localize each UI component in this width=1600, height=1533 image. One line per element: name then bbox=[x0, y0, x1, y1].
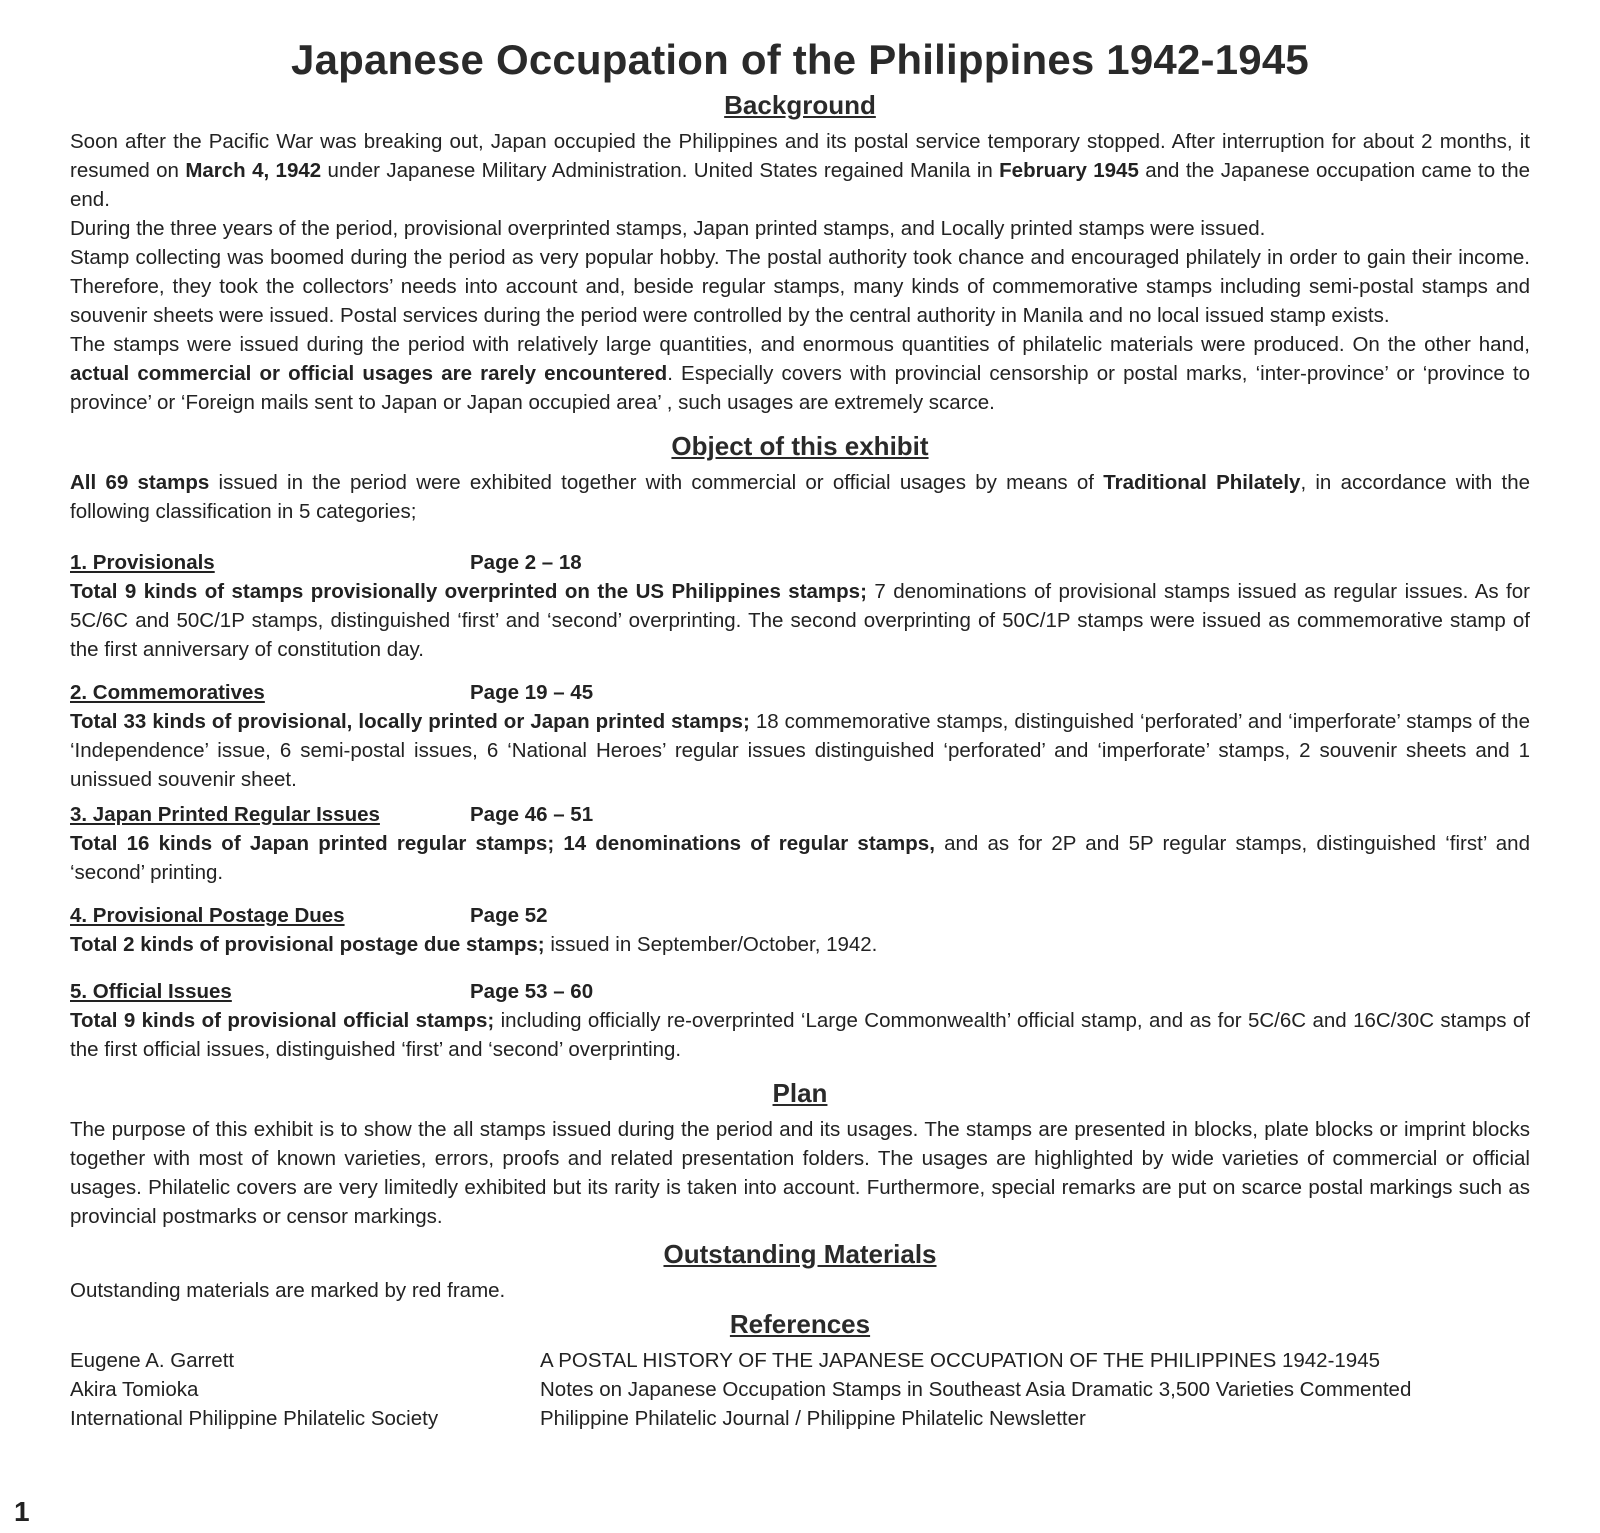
category-item bbox=[70, 678, 1530, 794]
category-item bbox=[70, 977, 1530, 1064]
object-heading: Object of this exhibit bbox=[671, 431, 929, 461]
reference-author: Akira Tomioka bbox=[70, 1378, 199, 1401]
background-paragraph-3: Stamp collecting was boomed during the period as very popular hobby. The postal authority took chance and encouraged philately in order to gain their income. Therefore, they took the collectors’ needs into account and, beside regular stamps, many kinds of commemorative stamps including semi-postal stamps and souvenir sheets were issued. Postal services during the period were controlled by the central authority in Manila and no local issued stamp exists. bbox=[70, 246, 1530, 327]
category-title: 4. Provisional Postage Dues bbox=[70, 904, 345, 927]
reference-work: A POSTAL HISTORY OF THE JAPANESE OCCUPATION OF THE PHILIPPINES 1942-1945 bbox=[540, 1349, 1381, 1372]
category-page: Page 52 bbox=[470, 904, 548, 927]
category-page: Page 19 – 45 bbox=[470, 681, 594, 704]
references-list bbox=[70, 1346, 1530, 1433]
plan-paragraph: The purpose of this exhibit is to show the all stamps issued during the period and its usages. The stamps are presented in blocks, plate blocks or imprint blocks together with most of known varieties, errors, proofs and related presentation folders. The usages are highlighted by wide varieties of commercial or official usages. Philatelic covers are very limitedly exhibited but its rarity is taken into account. Furthermore, special remarks are put on scarce postal markings such as provincial postmarks or censor markings. bbox=[70, 1118, 1530, 1228]
category-page: Page 53 – 60 bbox=[470, 980, 594, 1003]
category-description: Total 33 kinds of provisional, locally printed or Japan printed stamps; 18 commemorative stamps, distinguished ‘perforated’ and ‘imperforate’ stamps of the ‘Independence’ issue, 6 semi-postal issues, 6 ‘National Heroes’ regular issues distinguished ‘perforated’ and ‘imperforate’ stamps, 2 souvenir sheets and 1 unissued souvenir sheet. bbox=[70, 710, 1530, 791]
page-number: 1 bbox=[14, 1496, 30, 1527]
object-paragraph: All 69 stamps issued in the period were exhibited together with commercial or official usages by means of Traditional Philately, in accordance with the following classification in 5 categories; bbox=[70, 471, 1531, 523]
category-title: 2. Commemoratives bbox=[70, 681, 265, 704]
category-page: Page 46 – 51 bbox=[470, 803, 594, 826]
background-paragraph-4: The stamps were issued during the period with relatively large quantities, and enormous quantities of philatelic materials were produced. On the other hand, actual commercial or official usages are rarely encountered. Especially covers with provincial censorship or postal marks, ‘inter-province’ or ‘province to province’ or ‘Foreign mails sent to Japan or Japan occupied area’ , such usages are extremely scarce. bbox=[70, 333, 1531, 414]
outstanding-heading: Outstanding Materials bbox=[663, 1239, 937, 1269]
reference-author: Eugene A. Garrett bbox=[70, 1349, 235, 1372]
reference-work: Notes on Japanese Occupation Stamps in Southeast Asia Dramatic 3,500 Varieties Commented bbox=[540, 1378, 1412, 1401]
category-page: Page 2 – 18 bbox=[470, 551, 582, 574]
reference-author: International Philippine Philatelic Society bbox=[70, 1407, 439, 1430]
category-title: 3. Japan Printed Regular Issues bbox=[70, 803, 380, 826]
reference-work: Philippine Philatelic Journal / Philippine Philatelic Newsletter bbox=[540, 1407, 1086, 1430]
category-description: Total 9 kinds of provisional official stamps; including officially re-overprinted ‘Large Commonwealth’ official stamp, and as for 5C/6C and 16C/30C stamps of the first official issues, distinguished ‘first’ and ‘second’ overprinting. bbox=[70, 1009, 1530, 1061]
document-page bbox=[70, 36, 1530, 1433]
references-heading: References bbox=[729, 1309, 871, 1339]
category-description: Total 2 kinds of provisional postage due stamps; issued in September/October, 1942. bbox=[70, 933, 878, 956]
category-description: Total 9 kinds of stamps provisionally overprinted on the US Philippines stamps; 7 denominations of provisional stamps issued as regular issues. As for 5C/6C and 50C/1P stamps, distinguished ‘first’ and ‘second’ overprinting. The second overprinting of 50C/1P stamps were issued as commemorative stamp of the first anniversary of constitution day. bbox=[70, 580, 1530, 661]
background-paragraph-2: During the three years of the period, provisional overprinted stamps, Japan printed stamps, and Locally printed stamps were issued. bbox=[70, 217, 1266, 240]
category-item bbox=[70, 548, 1530, 664]
category-description: Total 16 kinds of Japan printed regular stamps; 14 denominations of regular stamps, and as for 2P and 5P regular stamps, distinguished ‘first’ and ‘second’ printing. bbox=[70, 832, 1530, 884]
page-title: Japanese Occupation of the Philippines 1942-1945 bbox=[291, 36, 1309, 83]
category-title: 1. Provisionals bbox=[70, 551, 215, 574]
background-paragraph-1: Soon after the Pacific War was breaking out, Japan occupied the Philippines and its postal service temporary stopped. After interruption for about 2 months, it resumed on March 4, 1942 under Japanese Military Administration. United States regained Manila in February 1945 and the Japanese occupation came to the end. bbox=[70, 130, 1531, 211]
category-item bbox=[70, 901, 1530, 959]
category-title: 5. Official Issues bbox=[70, 980, 232, 1003]
background-heading: Background bbox=[724, 90, 876, 120]
category-item bbox=[70, 800, 1530, 887]
outstanding-paragraph: Outstanding materials are marked by red frame. bbox=[70, 1279, 506, 1302]
plan-heading: Plan bbox=[772, 1078, 828, 1108]
